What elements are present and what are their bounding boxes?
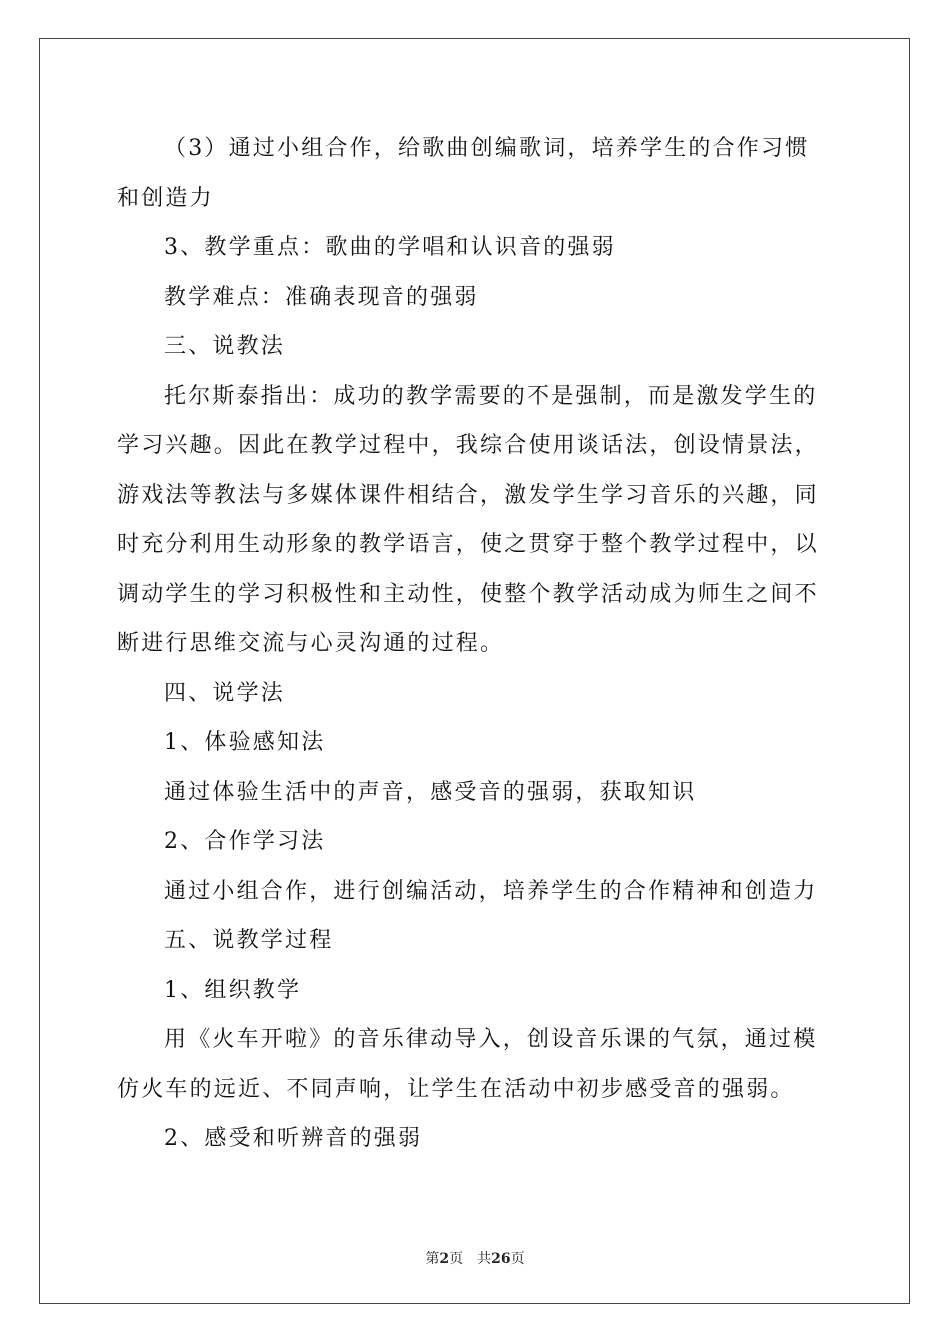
paragraph: 通过小组合作，进行创编活动，培养学生的合作精神和创造力 xyxy=(164,878,818,904)
section-heading: 五、说教学过程 xyxy=(164,928,334,953)
subheading: 2、感受和听辨音的强弱 xyxy=(164,1126,423,1151)
page-footer xyxy=(0,1248,950,1268)
paragraph: 教学难点：准确表现音的强弱 xyxy=(164,284,479,310)
paragraph: 用《火车开啦》的音乐律动导入，创设音乐课的气氛，通过模仿火车的远近、不同声响，让学生在活动中初步感受音的强弱。 xyxy=(117,1027,818,1102)
subheading: 1、组织教学 xyxy=(164,977,302,1003)
footer-suffix: 页 xyxy=(510,1251,525,1267)
page-total: 26 xyxy=(491,1251,511,1267)
paragraph: 通过体验生活中的声音，感受音的强弱，获取知识 xyxy=(164,779,697,805)
paragraph: 3、教学重点：歌曲的学唱和认识音的强弱 xyxy=(164,235,616,260)
section-heading: 三、说教法 xyxy=(164,334,286,359)
paragraph: （3）通过小组合作，给歌曲创编歌词，培养学生的合作习惯和创造力 xyxy=(117,136,810,211)
section-heading: 四、说学法 xyxy=(164,680,286,706)
footer-prefix: 第 xyxy=(425,1251,440,1267)
subheading: 2、合作学习法 xyxy=(164,829,326,854)
subheading: 1、体验感知法 xyxy=(164,730,326,755)
footer-mid: 页 共 xyxy=(449,1251,492,1267)
paragraph: 托尔斯泰指出：成功的教学需要的不是强制，而是激发学生的学习兴趣。因此在教学过程中，我综合使用谈话法，创设情景法，游戏法等教法与多媒体课件相结合，激发学生学习音乐的兴趣，同时充分利用生动形象的教学语言，使之贯穿于整个教学过程中，以调动学生的学习积极性和主动性，使整个教学活动成为师生之间不断进行思维交流与心灵沟通的过程。 xyxy=(117,383,819,656)
page-number: 2 xyxy=(439,1251,450,1267)
document-body xyxy=(117,124,833,1164)
